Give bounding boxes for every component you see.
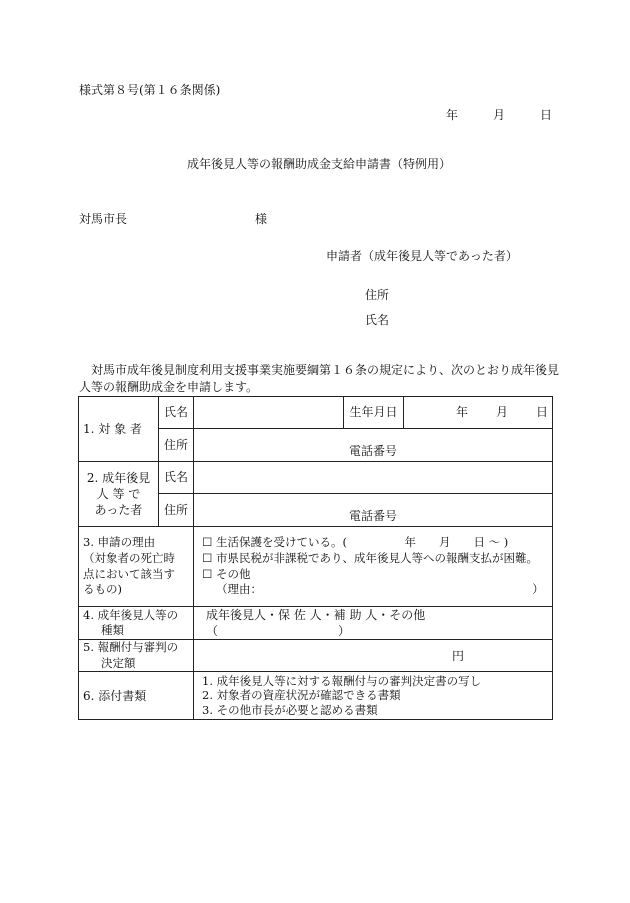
guardian-address-label: 住所: [163, 502, 188, 517]
attachments-label: 6. 添付書類: [83, 688, 147, 703]
target-birth-label: 生年月日: [349, 405, 398, 420]
guardian-type-field[interactable]: [194, 607, 553, 640]
target-name-field[interactable]: [194, 397, 344, 429]
guardian-label-line3: あった者: [94, 503, 143, 518]
reason-label-line4: るもの): [83, 582, 122, 597]
fee-amount-unit: 円: [451, 648, 464, 663]
applicant-label: 申請者（成年後見人等であった者）: [326, 249, 518, 263]
attachments-row: [79, 672, 553, 720]
guardian-type-label-line1: 4. 成年後見人等の: [83, 607, 179, 622]
guardian-phone-label: 電話番号: [348, 508, 397, 523]
fee-amount-label-line2: 決定額: [101, 655, 136, 670]
document-title: 成年後見人等の報酬助成金支給申請書（特例用）: [187, 157, 452, 171]
form-number: 様式第８号(第１６条関係): [79, 83, 221, 97]
guardian-type-row: [79, 607, 553, 640]
applicant-address-label: 住所: [365, 288, 390, 302]
application-form-table: [78, 396, 553, 720]
reason-label-cell: [79, 527, 194, 607]
attachment-item-2: 2. 対象者の資産状況が確認できる書類: [202, 688, 401, 703]
target-phone-label: 電話番号: [348, 443, 397, 458]
target-address-label: 住所: [163, 437, 188, 452]
target-address-field[interactable]: [194, 429, 553, 462]
reason-options-cell: [194, 527, 553, 607]
guardian-name-row: [79, 462, 553, 494]
date-month-label: 月: [493, 108, 506, 122]
reason-option-tax-exempt-checkbox[interactable]: ☐ 市県民税が非課税であり、成年後見人等への報酬支払が困難。: [202, 550, 538, 565]
guardian-label-cell: [79, 462, 159, 527]
birth-month-label: 月: [495, 405, 508, 420]
target-person-label: 1. 対 象 者: [83, 421, 142, 436]
reason-option-other-checkbox[interactable]: ☐ その他: [202, 566, 251, 581]
body-text-line2: 人等の報酬助成金を申請します。: [79, 380, 259, 394]
reason-label-line2: （対象者の死亡時: [83, 550, 175, 565]
target-person-label-cell: [79, 397, 159, 462]
attachment-item-3: 3. その他市長が必要と認める書類: [202, 703, 378, 718]
addressee-honorific: 様: [255, 212, 268, 226]
target-name-label-cell: [159, 397, 194, 429]
addressee-name: 対馬市長: [79, 212, 128, 226]
guardian-address-field[interactable]: [194, 494, 553, 527]
guardian-name-label: 氏名: [163, 470, 188, 485]
target-address-label-cell: [159, 429, 194, 462]
guardian-label-line2: 人 等 で: [96, 486, 141, 501]
reason-label-line1: 3. 申請の理由: [83, 535, 156, 550]
body-text-line1: 対馬市成年後見制度利用支援事業実施要綱第１６条の規定により、次のとおり成年後見: [91, 363, 560, 377]
fee-amount-label-cell: [79, 640, 194, 672]
guardian-type-options: 成年後見人・保 佐 人・補 助 人・その他（ ）: [206, 608, 426, 639]
target-name-label: 氏名: [163, 405, 188, 420]
date-year-label: 年: [446, 108, 459, 122]
reason-row: [79, 527, 553, 607]
guardian-name-label-cell: [159, 462, 194, 494]
birth-year-label: 年: [456, 405, 469, 420]
target-person-name-row: [79, 397, 553, 429]
guardian-type-label-line2: 種類: [101, 623, 124, 638]
reason-label-line3: 点において該当す: [83, 566, 175, 581]
applicant-name-label: 氏名: [365, 313, 390, 327]
attachments-list-cell: [194, 672, 553, 720]
date-day-label: 日: [540, 108, 553, 122]
guardian-name-field[interactable]: [194, 462, 553, 494]
target-birth-field[interactable]: [404, 397, 553, 429]
birth-day-label: 日: [535, 405, 548, 420]
fee-amount-label-line1: 5. 報酬付与審判の: [83, 640, 179, 655]
guardian-label-line1: 2. 成年後見: [86, 470, 151, 485]
target-birth-label-cell: [344, 397, 404, 429]
reason-other-detail[interactable]: （理由： ）: [216, 582, 544, 597]
fee-amount-row: [79, 640, 553, 672]
attachment-item-1: 1. 成年後見人等に対する報酬付与の審判決定書の写し: [202, 673, 482, 688]
reason-option-welfare-checkbox[interactable]: ☐ 生活保護を受けている。( 年 月 日 ～ ): [202, 535, 509, 550]
attachments-label-cell: [79, 672, 194, 720]
guardian-type-label-cell: [79, 607, 194, 640]
fee-amount-field[interactable]: [194, 640, 553, 672]
guardian-address-label-cell: [159, 494, 194, 527]
